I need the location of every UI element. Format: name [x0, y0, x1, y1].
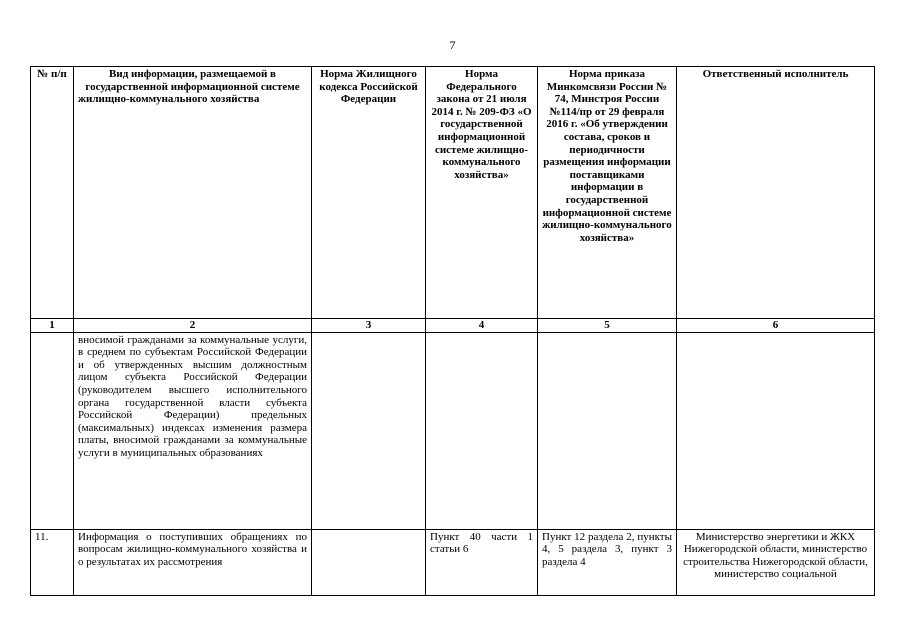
table-row-11 [31, 529, 875, 595]
header-housing-code: Норма Жилищного кодекса Российской Федерации [312, 67, 426, 319]
row-description: вносимой гражданами за коммунальные услуги, в среднем по субъектам Российской Федерации и об утвержденных высшим должностным лицом субъекта Российской Федерации (руководителем высшего исполнительного органа государственной власти субъекта Российской Федерации) предельных (максимальных) индексах изменения размера платы, вносимой гражданами за коммунальные услуги в муниципальных образованиях [74, 332, 312, 529]
table-header-row [31, 67, 875, 319]
row-housing-code [312, 529, 426, 595]
row-order: Пункт 12 раздела 2, пункты 4, 5 раздела 3, пункт 3 раздела 4 [538, 529, 677, 595]
column-number: 2 [74, 319, 312, 333]
row-housing-code [312, 332, 426, 529]
page-number: 7 [449, 38, 456, 52]
row-order [538, 332, 677, 529]
information-table [30, 66, 875, 596]
row-number: 11. [31, 529, 74, 595]
row-number [31, 332, 74, 529]
header-responsible: Ответственный исполнитель [677, 67, 875, 319]
row-responsible: Министерство энергетики и ЖКХ Нижегородской области, министерство строительства Нижегородской области, министерство социальной [677, 529, 875, 595]
row-federal-law: Пункт 40 части 1 статьи 6 [426, 529, 538, 595]
row-responsible [677, 332, 875, 529]
column-number: 5 [538, 319, 677, 333]
table-row-continuation [31, 332, 875, 529]
column-number: 3 [312, 319, 426, 333]
column-number-row [31, 319, 875, 333]
column-number: 1 [31, 319, 74, 333]
header-order: Норма приказа Минкомсвязи России № 74, Минстроя России №114/пр от 29 февраля 2016 г. «Об утверждении состава, сроков и периодичности размещения информации поставщиками информации в государственной информационной системе жилищно-коммунального хозяйства» [538, 67, 677, 319]
column-number: 4 [426, 319, 538, 333]
row-description: Информация о поступивших обращениях по вопросам жилищно-коммунального хозяйства и о результатах их рассмотрения [74, 529, 312, 595]
row-federal-law [426, 332, 538, 529]
column-number: 6 [677, 319, 875, 333]
header-number: № п/п [31, 67, 74, 319]
header-federal-law: Норма Федерального закона от 21 июля 2014 г. № 209-ФЗ «О государственной информационной системе жилищно-коммунального хозяйства» [426, 67, 538, 319]
header-information-type: Вид информации, размещаемой в государственной информационной системе жилищно-коммунального хозяйства [74, 67, 312, 319]
